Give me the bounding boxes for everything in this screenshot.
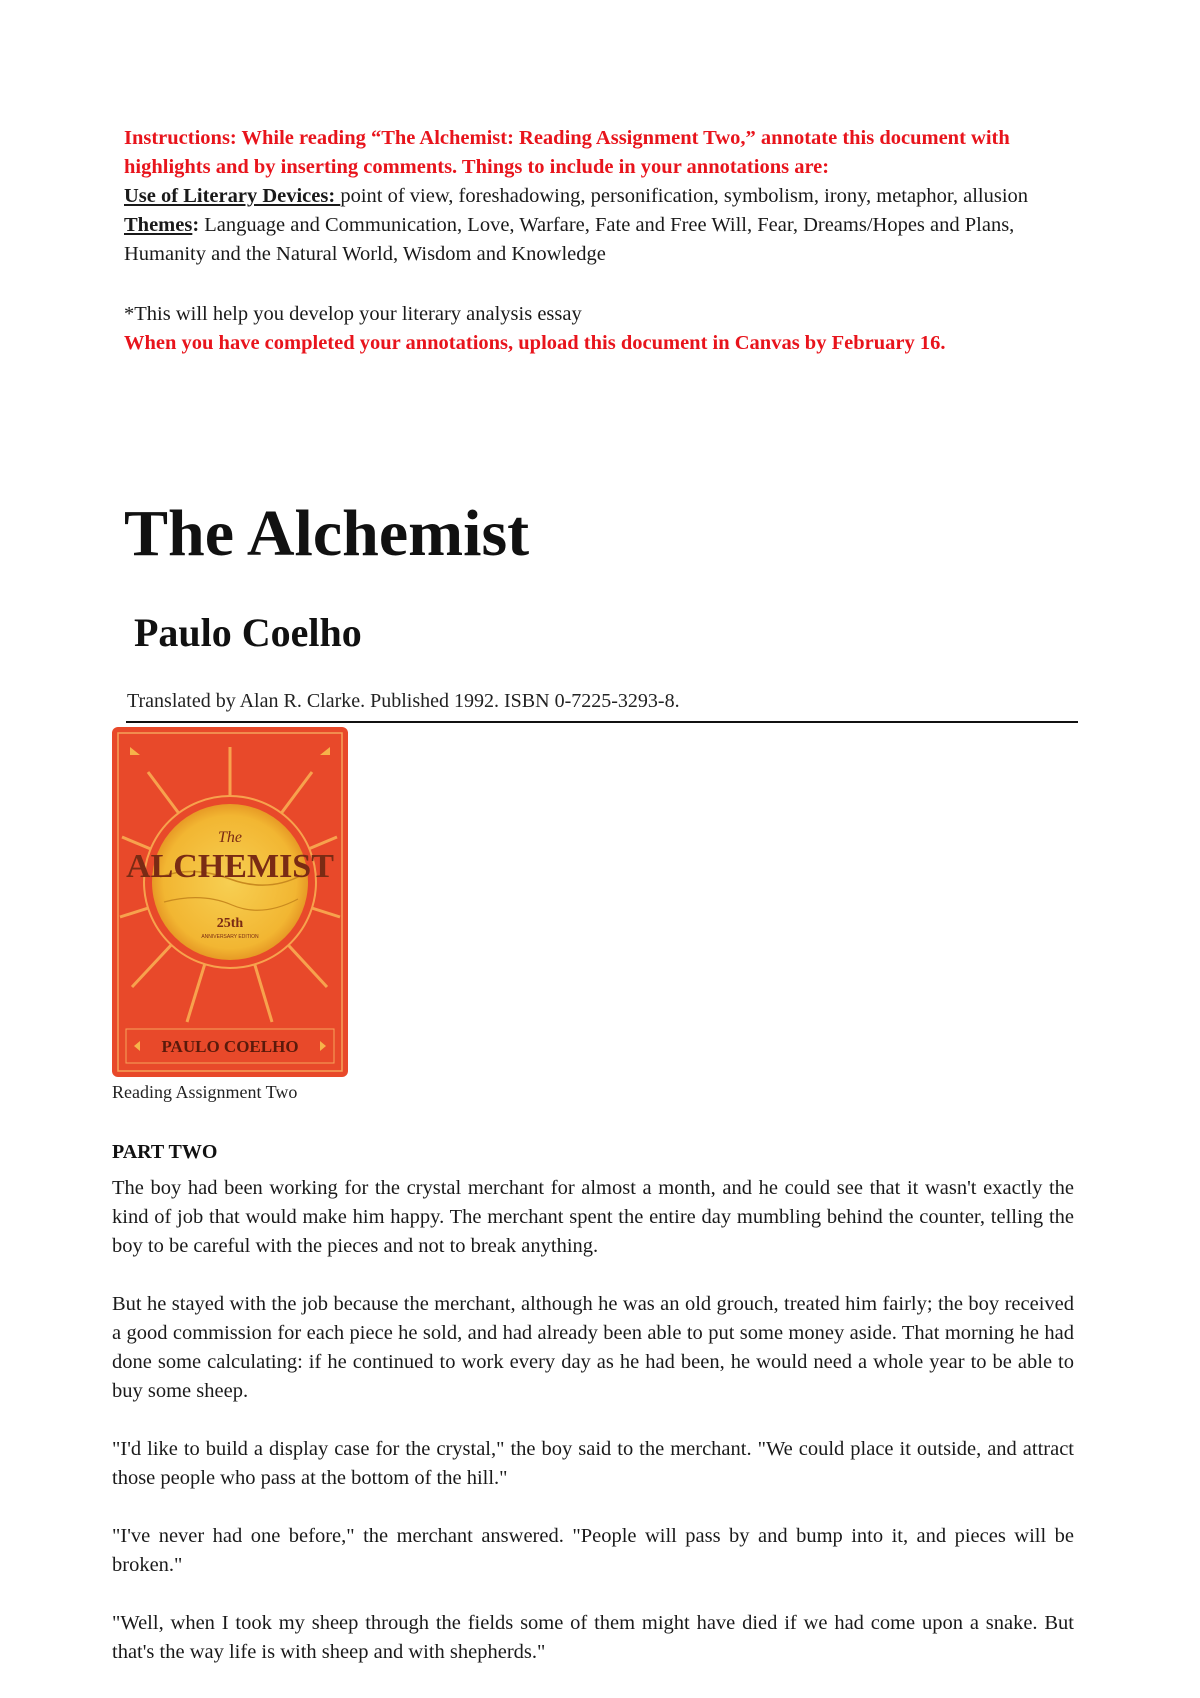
story-paragraph: But he stayed with the job because the merchant, although he was an old grouch, treated him fairly; the boy received a good commission for each piece he sold, and had already been able to put some money aside. That morning he had done some calculating: if he continued to work every day as he had been, he would need a whole year to be able to buy some sheep. xyxy=(112,1293,1074,1402)
cover-edition-sub: ANNIVERSARY EDITION xyxy=(201,934,259,940)
themes-line xyxy=(124,211,1084,269)
image-caption: Reading Assignment Two xyxy=(112,1082,298,1102)
themes-colon: : xyxy=(192,214,200,236)
book-cover-image xyxy=(112,727,348,1077)
instructions-block xyxy=(124,124,1084,358)
book-title: The Alchemist xyxy=(124,497,530,570)
story-paragraph: The boy had been working for the crystal merchant for almost a month, and he could see that it wasn't exactly the kind of job that would make him happy. The merchant spent the entire day mumbling behind the counter, telling the boy to be careful with the pieces and not to break anything. xyxy=(112,1177,1074,1257)
cover-title-small: The xyxy=(218,829,242,846)
literary-devices-label: Use of Literary Devices: xyxy=(124,185,341,207)
story-text xyxy=(112,1174,1074,1696)
book-author: Paulo Coelho xyxy=(134,610,362,655)
instructions-deadline: When you have completed your annotations, upload this document in Canvas by February 16. xyxy=(124,332,946,354)
instructions-note: *This will help you develop your literary analysis essay xyxy=(124,303,582,325)
cover-author: PAULO COELHO xyxy=(161,1037,299,1056)
publication-info: Translated by Alan R. Clarke. Published 1992. ISBN 0-7225-3293-8. xyxy=(127,690,680,712)
part-heading: PART TWO xyxy=(112,1141,218,1163)
story-paragraph: "Well, when I took my sheep through the fields some of them might have died if we had come upon a snake. But that's the way life is with sheep and with shepherds." xyxy=(112,1612,1074,1663)
instructions-heading: Instructions: While reading “The Alchemist: Reading Assignment Two,” annotate this document with highlights and by inserting comments. Things to include in your annotations are: xyxy=(124,127,1010,178)
cover-title-big: ALCHEMIST xyxy=(126,848,334,885)
themes-label: Themes xyxy=(124,214,193,236)
horizontal-rule xyxy=(126,721,1078,723)
literary-devices-text: point of view, foreshadowing, personification, symbolism, irony, metaphor, allusion xyxy=(340,185,1029,207)
themes-text: Language and Communication, Love, Warfare, Fate and Free Will, Fear, Dreams/Hopes and Plans, Humanity and the Natural World, Wisdom and Knowledge xyxy=(124,214,1015,265)
story-paragraph: "I'd like to build a display case for the crystal," the boy said to the merchant. "We could place it outside, and attract those people who pass at the bottom of the hill." xyxy=(112,1438,1074,1489)
cover-edition: 25th xyxy=(216,916,244,931)
story-paragraph: "I've never had one before," the merchant answered. "People will pass by and bump into it, and pieces will be broken." xyxy=(112,1525,1074,1576)
literary-devices-line xyxy=(124,182,1084,211)
